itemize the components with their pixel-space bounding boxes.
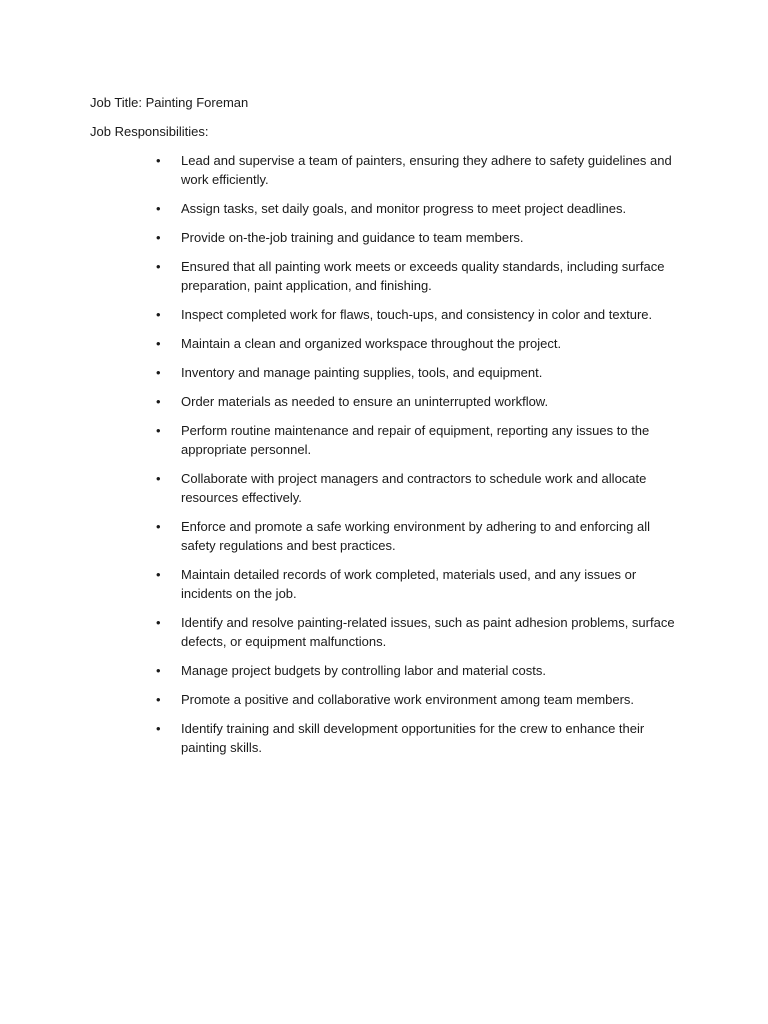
list-item (0, 228, 768, 247)
list-item (0, 363, 768, 382)
list-item-text: Order materials as needed to ensure an uninterrupted workflow. (181, 394, 549, 409)
list-item (0, 257, 768, 295)
list-item (0, 421, 768, 459)
bullet-icon: • (156, 567, 161, 582)
list-item-text: Inventory and manage painting supplies, tools, and equipment. (181, 365, 543, 380)
list-item (0, 305, 768, 324)
list-item (0, 199, 768, 218)
list-item (0, 719, 768, 757)
list-item-text: Identify training and skill development opportunities for the crew to enhance their painting skills. (181, 721, 645, 755)
bullet-icon: • (156, 153, 161, 168)
list-item-text: Maintain a clean and organized workspace throughout the project. (181, 336, 562, 351)
list-item (0, 565, 768, 603)
responsibilities-list (0, 151, 768, 767)
bullet-icon: • (156, 230, 161, 245)
list-item-text: Enforce and promote a safe working environment by adhering to and enforcing all safety regulations and best practices. (181, 519, 651, 553)
job-title: Job Title: Painting Foreman (90, 95, 249, 110)
list-item-text: Promote a positive and collaborative work environment among team members. (181, 692, 635, 707)
list-item-text: Manage project budgets by controlling labor and material costs. (181, 663, 546, 678)
bullet-icon: • (156, 423, 161, 438)
bullet-icon: • (156, 201, 161, 216)
responsibilities-heading: Job Responsibilities: (90, 124, 209, 139)
bullet-icon: • (156, 663, 161, 678)
bullet-icon: • (156, 692, 161, 707)
bullet-icon: • (156, 615, 161, 630)
list-item-text: Maintain detailed records of work completed, materials used, and any issues or incidents on the job. (181, 567, 637, 601)
list-item (0, 661, 768, 680)
bullet-icon: • (156, 471, 161, 486)
list-item-text: Provide on-the-job training and guidance to team members. (181, 230, 524, 245)
bullet-icon: • (156, 259, 161, 274)
list-item-text: Perform routine maintenance and repair of equipment, reporting any issues to the appropriate personnel. (181, 423, 650, 457)
list-item-text: Collaborate with project managers and contractors to schedule work and allocate resources effectively. (181, 471, 647, 505)
list-item-text: Ensured that all painting work meets or exceeds quality standards, including surface preparation, paint application, and finishing. (181, 259, 665, 293)
bullet-icon: • (156, 721, 161, 736)
bullet-icon: • (156, 307, 161, 322)
list-item-text: Inspect completed work for flaws, touch-ups, and consistency in color and texture. (181, 307, 653, 322)
list-item (0, 151, 768, 189)
list-item-text: Identify and resolve painting-related issues, such as paint adhesion problems, surface defects, or equipment malfunctions. (181, 615, 675, 649)
list-item (0, 469, 768, 507)
list-item (0, 334, 768, 353)
list-item (0, 690, 768, 709)
list-item (0, 392, 768, 411)
list-item-text: Lead and supervise a team of painters, ensuring they adhere to safety guidelines and work efficiently. (181, 153, 672, 187)
list-item (0, 517, 768, 555)
bullet-icon: • (156, 519, 161, 534)
bullet-icon: • (156, 365, 161, 380)
list-item (0, 613, 768, 651)
bullet-icon: • (156, 336, 161, 351)
bullet-icon: • (156, 394, 161, 409)
list-item-text: Assign tasks, set daily goals, and monitor progress to meet project deadlines. (181, 201, 627, 216)
